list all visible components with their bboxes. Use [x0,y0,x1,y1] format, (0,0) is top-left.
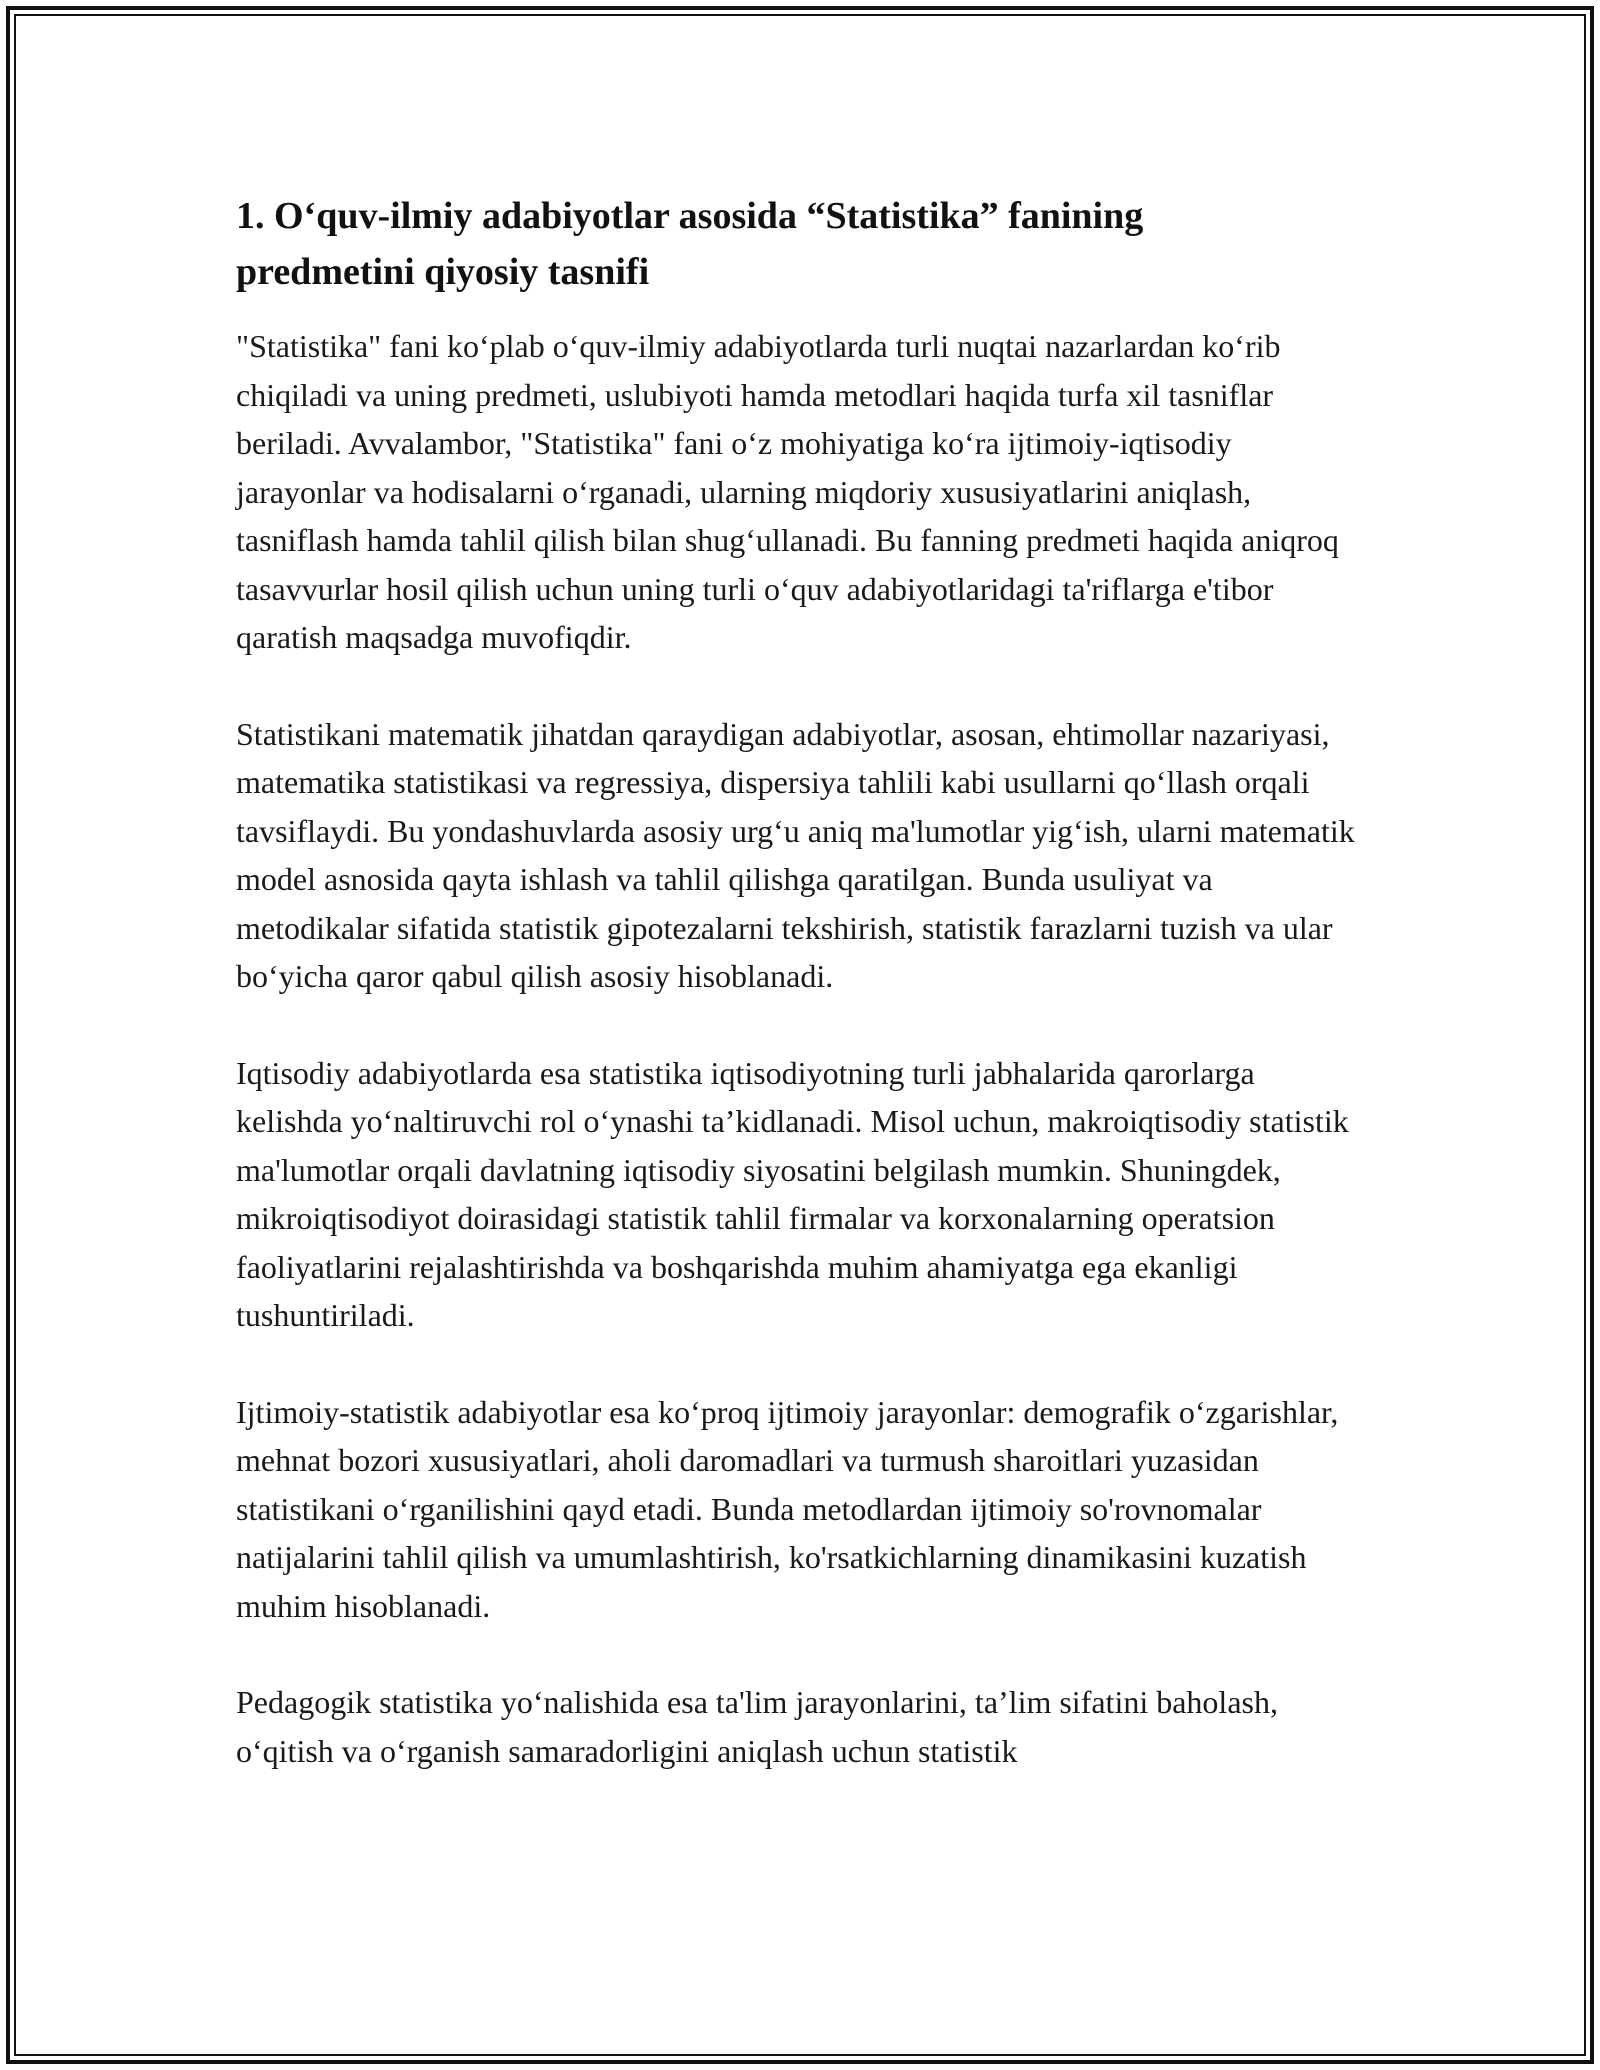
section-heading-line-1: 1. O‘quv-ilmiy adabiyotlar asosida “Statistika” fanining [236,195,1144,237]
paragraph-economic: Iqtisodiy adabiyotlarda esa statistika iqtisodiyotning turli jabhalarida qarorlarga kelishda yo‘naltiruvchi rol o‘ynashi ta’kidlanadi. Misol uchun, makroiqtisodiy statistik ma'lumotlar orqali davlatning iqtisodiy siyosatini belgilash mumkin. Shuningdek, mikroiqtisodiyot doirasidagi statistik tahlil firmalar va korxonalarning operatsion faoliyatlarini rejalashtirishda va boshqarishda muhim ahamiyatga ega ekanligi tushuntiriladi. [236,1054,1349,1333]
section-heading-line-2: predmetini qiyosiy tasnifi [236,251,650,293]
paragraph-social: Ijtimoiy-statistik adabiyotlar esa ko‘proq ijtimoiy jarayonlar: demografik o‘zgarishlar, mehnat bozori xususiyatlari, aholi daromadlari va turmush sharoitlari yuzasidan statistikani o‘rganilishini qayd etadi. Bunda metodlardan ijtimoiy so'rovnomalar natijalarini tahlil qilish va umumlashtirish, ko'rsatkichlarning dinamikasini kuzatish muhim hisoblanadi. [236,1393,1339,1624]
section-heading [236,188,1366,300]
document-body [236,188,1366,1775]
paragraph-mathematical: Statistikani matematik jihatdan qaraydigan adabiyotlar, asosan, ehtimollar nazariyasi, matematika statistikasi va regressiya, dispersiya tahlili kabi usullarni qo‘llash orqali tavsiflaydi. Bu yondashuvlarda asosiy urg‘u aniq ma'lumotlar yig‘ish, ularni matematik model asnosida qayta ishlash va tahlil qilishga qaratilgan. Bunda usuliyat va metodikalar sifatida statistik gipotezalarni tekshirish, statistik farazlarni tuzish va ular bo‘yicha qaror qabul qilish asosiy hisoblanadi. [236,715,1355,994]
paragraph-pedagogical: Pedagogik statistika yo‘nalishida esa ta'lim jarayonlarini, ta’lim sifatini baholash, o‘qitish va o‘rganish samaradorligini aniqlash uchun statistik [236,1684,1278,1769]
paragraph-intro: "Statistika" fani ko‘plab o‘quv-ilmiy adabiyotlarda turli nuqtai nazarlardan ko‘rib chiqiladi va uning predmeti, uslubiyoti hamda metodlari haqida turfa xil tasniflar beriladi. Avvalambor, "Statistika" fani o‘z mohiyatiga ko‘ra ijtimoiy-iqtisodiy jarayonlar va hodisalarni o‘rganadi, ularning miqdoriy xususiyatlarini aniqlash, tasniflash hamda tahlil qilish bilan shug‘ullanadi. Bu fanning predmeti haqida aniqroq tasavvurlar hosil qilish uchun uning turli o‘quv adabiyotlaridagi ta'riflarga e'tibor qaratish maqsadga muvofiqdir. [236,328,1339,655]
